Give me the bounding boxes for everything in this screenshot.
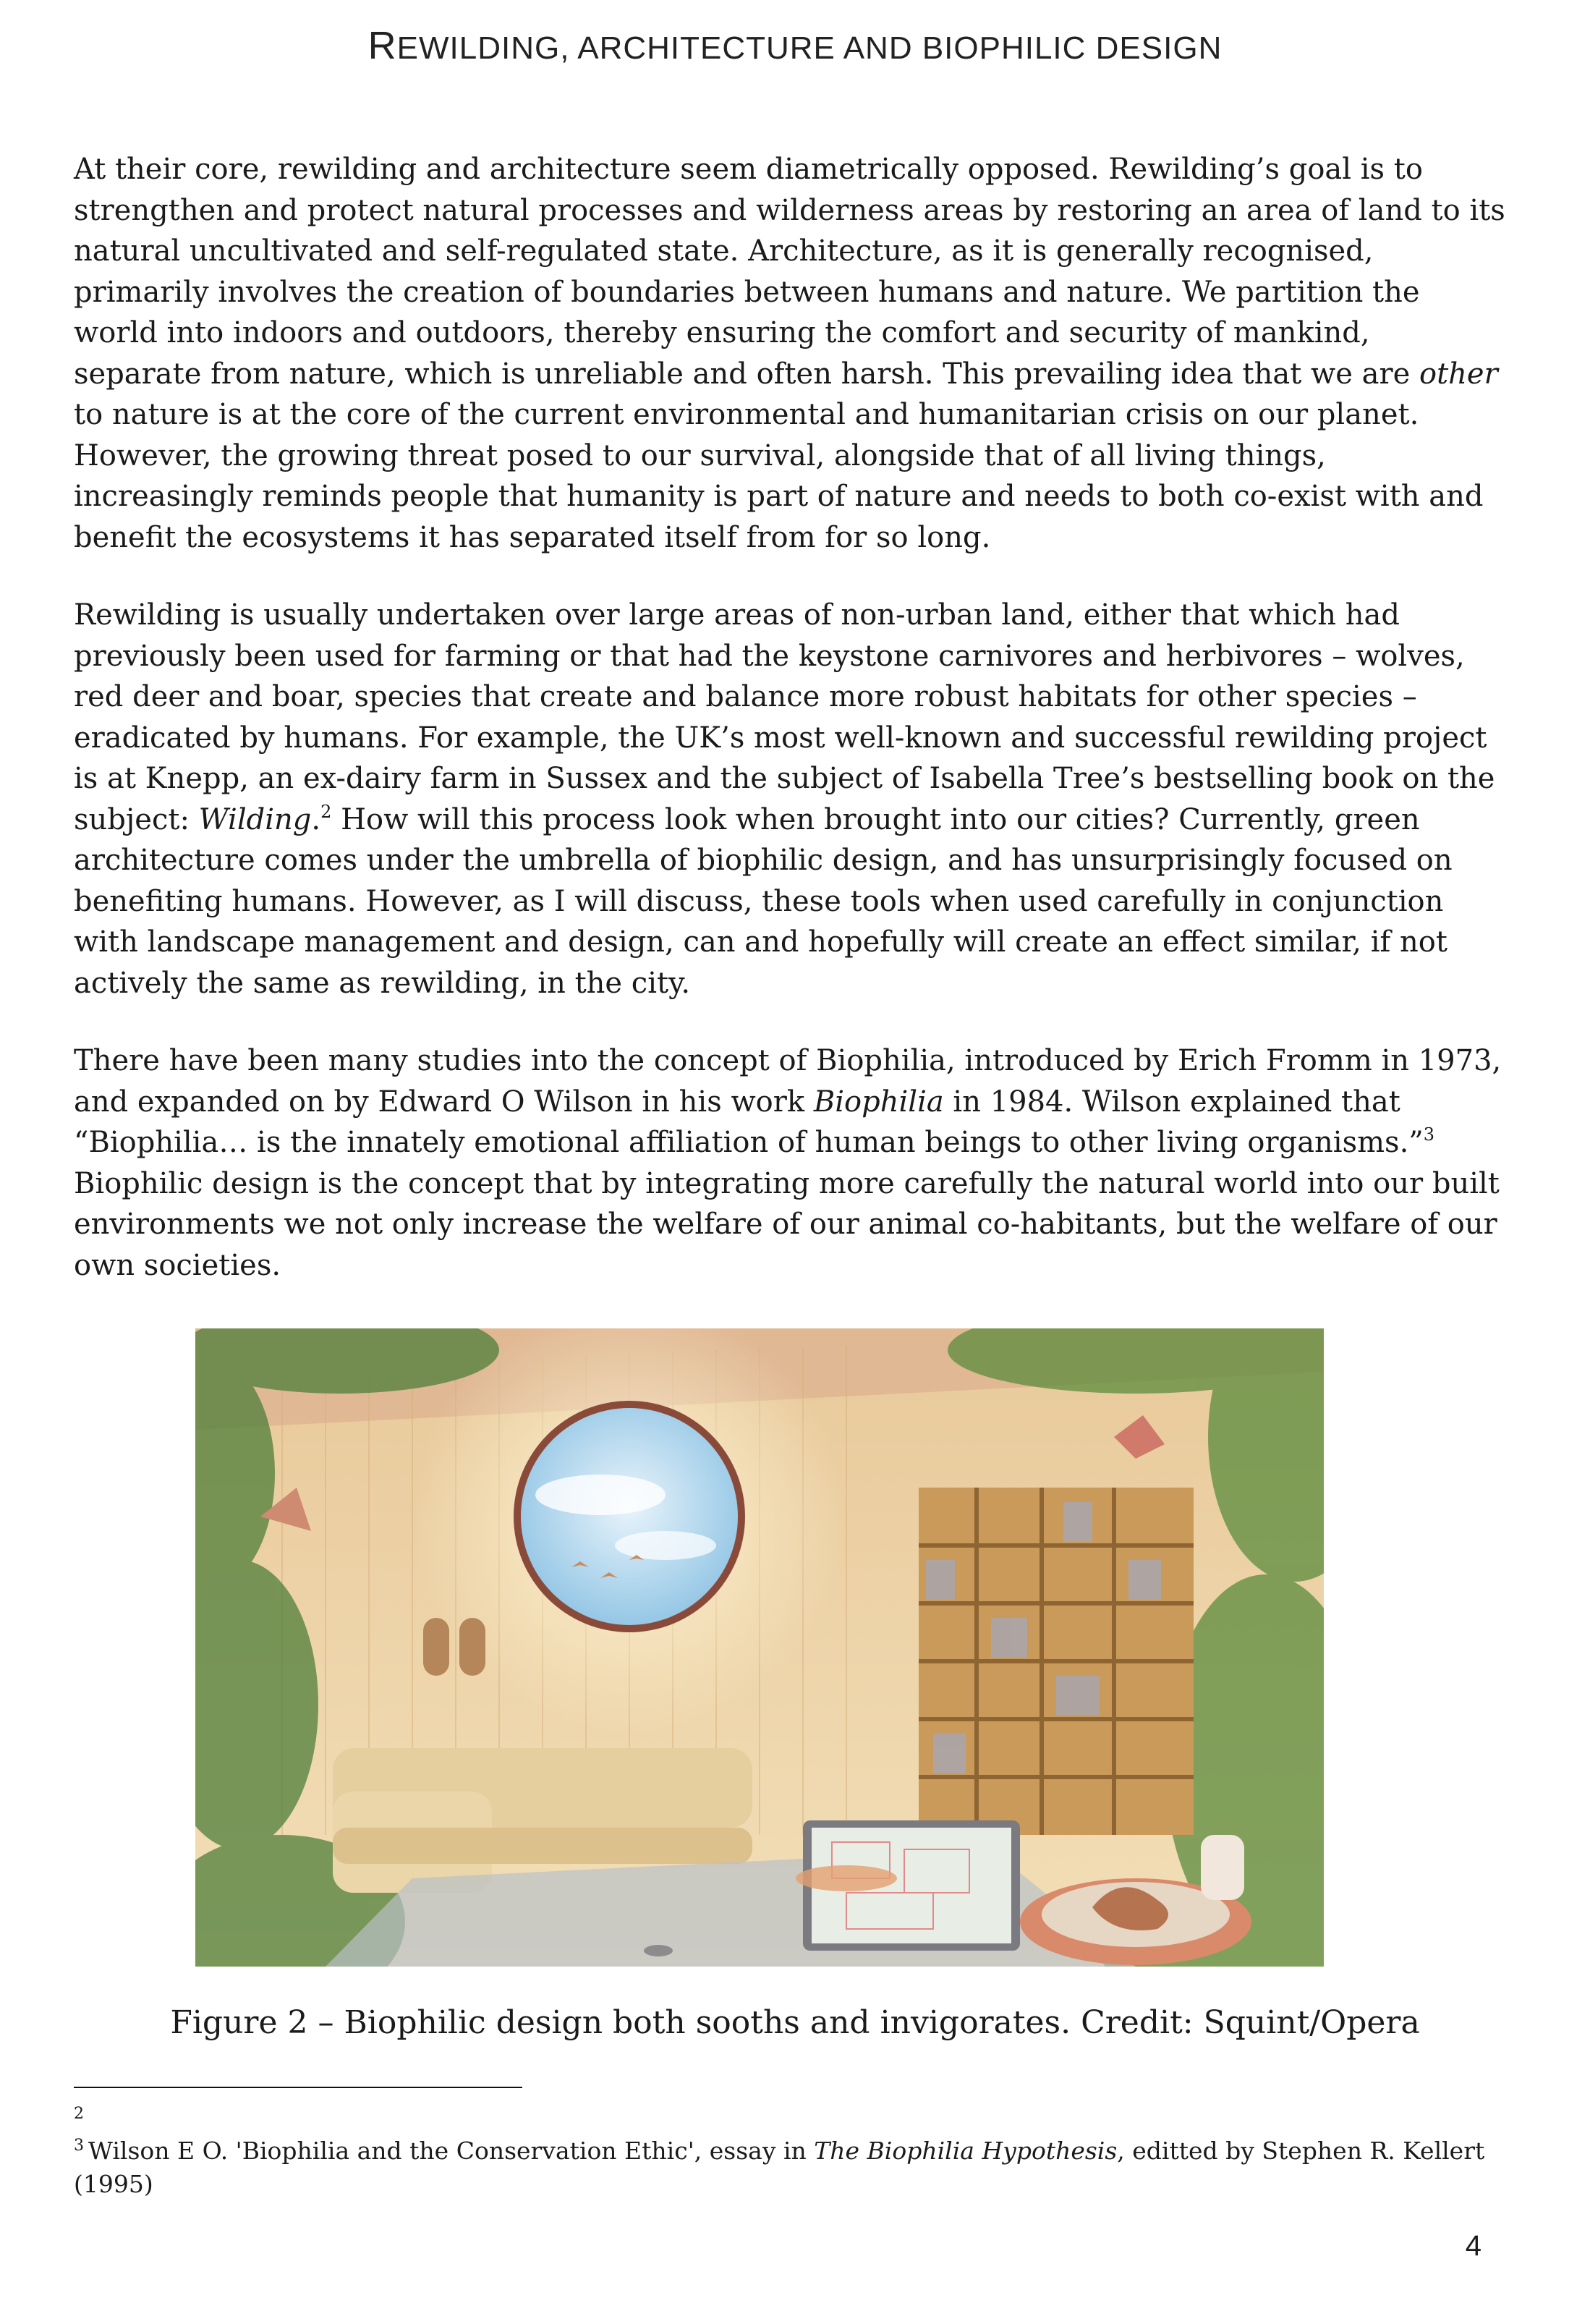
footnote-ref-3[interactable]: 3 xyxy=(1423,1124,1435,1145)
paragraph-1-text-a: At their core, rewilding and architecture seem diametrically opposed. Rewilding’s goal is to strengthen and protect natural processes and wilderness areas by restoring an area of land to its natural uncultivated and self-regulated state. Architecture, as it is generally recognised, primarily involves the creation of boundaries between humans and nature. We partition the world into indoors and outdoors, thereby ensuring the comfort and security of mankind, separate from nature, which is unreliable and often harsh. This prevailing idea that we are xyxy=(74,153,1505,391)
wall-ornament-left xyxy=(423,1618,449,1676)
paragraph-3-italic-biophilia: Biophilia xyxy=(813,1085,944,1119)
footnote-divider xyxy=(74,2087,522,2088)
paragraph-3-text-c: Biophilic design is the concept that by integrating more carefully the natural world into our built environments we not only increase the welfare of our animal co-habitants, but the welfare of our own societies. xyxy=(74,1166,1500,1282)
vase xyxy=(1201,1835,1244,1900)
figure-caption: Figure 2 – Biophilic design both sooths and invigorates. Credit: Squint/Opera xyxy=(170,2004,1420,2041)
figure-illustration xyxy=(195,1328,1324,1967)
footnote-ref-2[interactable]: 2 xyxy=(320,801,332,822)
paragraph-2-period: . xyxy=(311,802,321,836)
coffee-cup-icon xyxy=(644,1945,673,1956)
round-window-sky xyxy=(521,1408,738,1625)
bookshelf xyxy=(919,1488,1194,1835)
footnote-2 xyxy=(74,2103,1506,2136)
paragraph-3-text-b: in 1984. Wilson explained that “Biophilia… is the innately emotional affiliation of human beings to other living organisms.” xyxy=(74,1085,1424,1159)
running-header-initial: R xyxy=(367,24,397,67)
footnote-3-italic-title: The Biophilia Hypothesis xyxy=(814,2137,1118,2165)
footnote-3-text-b: , editted by Stephen R. Kellert (1995) xyxy=(74,2137,1485,2198)
running-header-rest: EWILDING, ARCHITECTURE AND BIOPHILIC DESIGN xyxy=(396,30,1223,66)
footnote-3-number: 3 xyxy=(74,2137,84,2155)
footnote-2-number: 2 xyxy=(74,2105,84,2123)
paragraph-2 xyxy=(74,595,1506,1004)
running-header xyxy=(0,23,1590,68)
page-number: 4 xyxy=(1465,2230,1481,2262)
footnote-3 xyxy=(74,2134,1506,2201)
paragraph-1-text-b: to nature is at the core of the current environmental and humanitarian crisis on our planet. However, the growing threat posed to our survival, alongside that of all living things, increasingly reminds people that humanity is part of nature and needs to both co-exist with and benefit the ecosystems it has separated itself from for so long. xyxy=(74,398,1484,554)
wall-ornament-right xyxy=(459,1618,485,1676)
paragraph-2-text-a: Rewilding is usually undertaken over large areas of non-urban land, either that which had previously been used for farming or that had the keystone carnivores and herbivores – wolves, red deer and boar, species that create and balance more robust habitats for other species – eradicated by humans. For example, the UK’s most well-known and successful rewilding project is at Knepp, an ex-dairy farm in Sussex and the subject of Isabella Tree’s bestselling book on the subject: xyxy=(74,598,1495,836)
paragraph-3 xyxy=(74,1040,1506,1286)
paragraph-1-italic: other xyxy=(1419,357,1498,391)
paragraph-1 xyxy=(74,149,1506,558)
paragraph-2-italic-wilding: Wilding xyxy=(198,802,312,836)
footnote-3-text-a: Wilson E O. 'Biophilia and the Conservation Ethic', essay in xyxy=(88,2137,815,2165)
figure-biophilic-room-illustration xyxy=(195,1328,1324,1967)
paragraph-3-text-a: There have been many studies into the concept of Biophilia, introduced by Erich Fromm in 1973, and expanded on by Edward O Wilson in his work xyxy=(74,1044,1502,1119)
paragraph-2-text-b: How will this process look when brought into our cities? Currently, green architecture comes under the umbrella of biophilic design, and has unsurprisingly focused on benefiting humans. However, as I will discuss, these tools when used carefully in conjunction with landscape management and design, can and hopefully will create an effect similar, if not actively the same as rewilding, in the city. xyxy=(74,802,1453,1000)
